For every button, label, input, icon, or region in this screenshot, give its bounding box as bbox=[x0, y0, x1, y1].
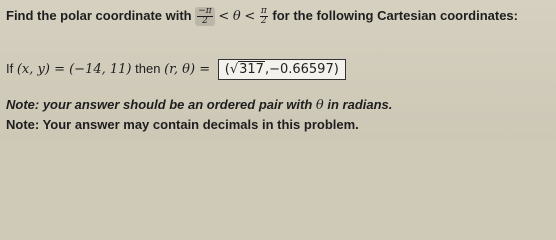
upper-bound-fraction bbox=[260, 7, 268, 26]
note-1-theta: θ bbox=[315, 98, 324, 113]
lower-bound-numerator: −π bbox=[198, 6, 212, 16]
if-label: If bbox=[6, 61, 14, 76]
sqrt-icon: √ bbox=[229, 62, 239, 77]
answer-close-paren: ) bbox=[333, 62, 339, 77]
cartesian-expression: (x, y) = (−14, 11) bbox=[16, 62, 132, 77]
question-suffix: for the following Cartesian coordinates: bbox=[272, 7, 518, 23]
answer-r-radicand: 317 bbox=[239, 62, 264, 77]
note-2-text: Note: Your answer may contain decimals in this problem. bbox=[6, 117, 359, 132]
polar-expression: (r, θ) = bbox=[164, 62, 211, 77]
note-1-prefix: Note: your answer should be an ordered pair with bbox=[6, 97, 313, 112]
lower-bound-denominator: 2 bbox=[202, 16, 208, 26]
lower-bound-fraction bbox=[195, 7, 214, 26]
less-than-1: < bbox=[218, 8, 230, 24]
answer-open-paren: ( bbox=[224, 62, 230, 77]
question-prefix: Find the polar coordinate with bbox=[6, 7, 192, 23]
note-2 bbox=[6, 117, 359, 132]
then-label: then bbox=[135, 61, 161, 76]
answer-separator: , bbox=[264, 62, 270, 77]
problem-line bbox=[6, 59, 346, 80]
upper-bound-denominator: 2 bbox=[260, 16, 267, 26]
theta-symbol: θ bbox=[232, 8, 241, 24]
note-1-suffix: in radians. bbox=[327, 97, 393, 112]
upper-bound-numerator: π bbox=[260, 6, 267, 16]
less-than-2: < bbox=[244, 8, 256, 24]
answer-input[interactable] bbox=[218, 59, 346, 80]
question-line bbox=[6, 7, 518, 26]
note-1 bbox=[6, 97, 392, 113]
answer-theta-value: −0.66597 bbox=[269, 62, 334, 77]
